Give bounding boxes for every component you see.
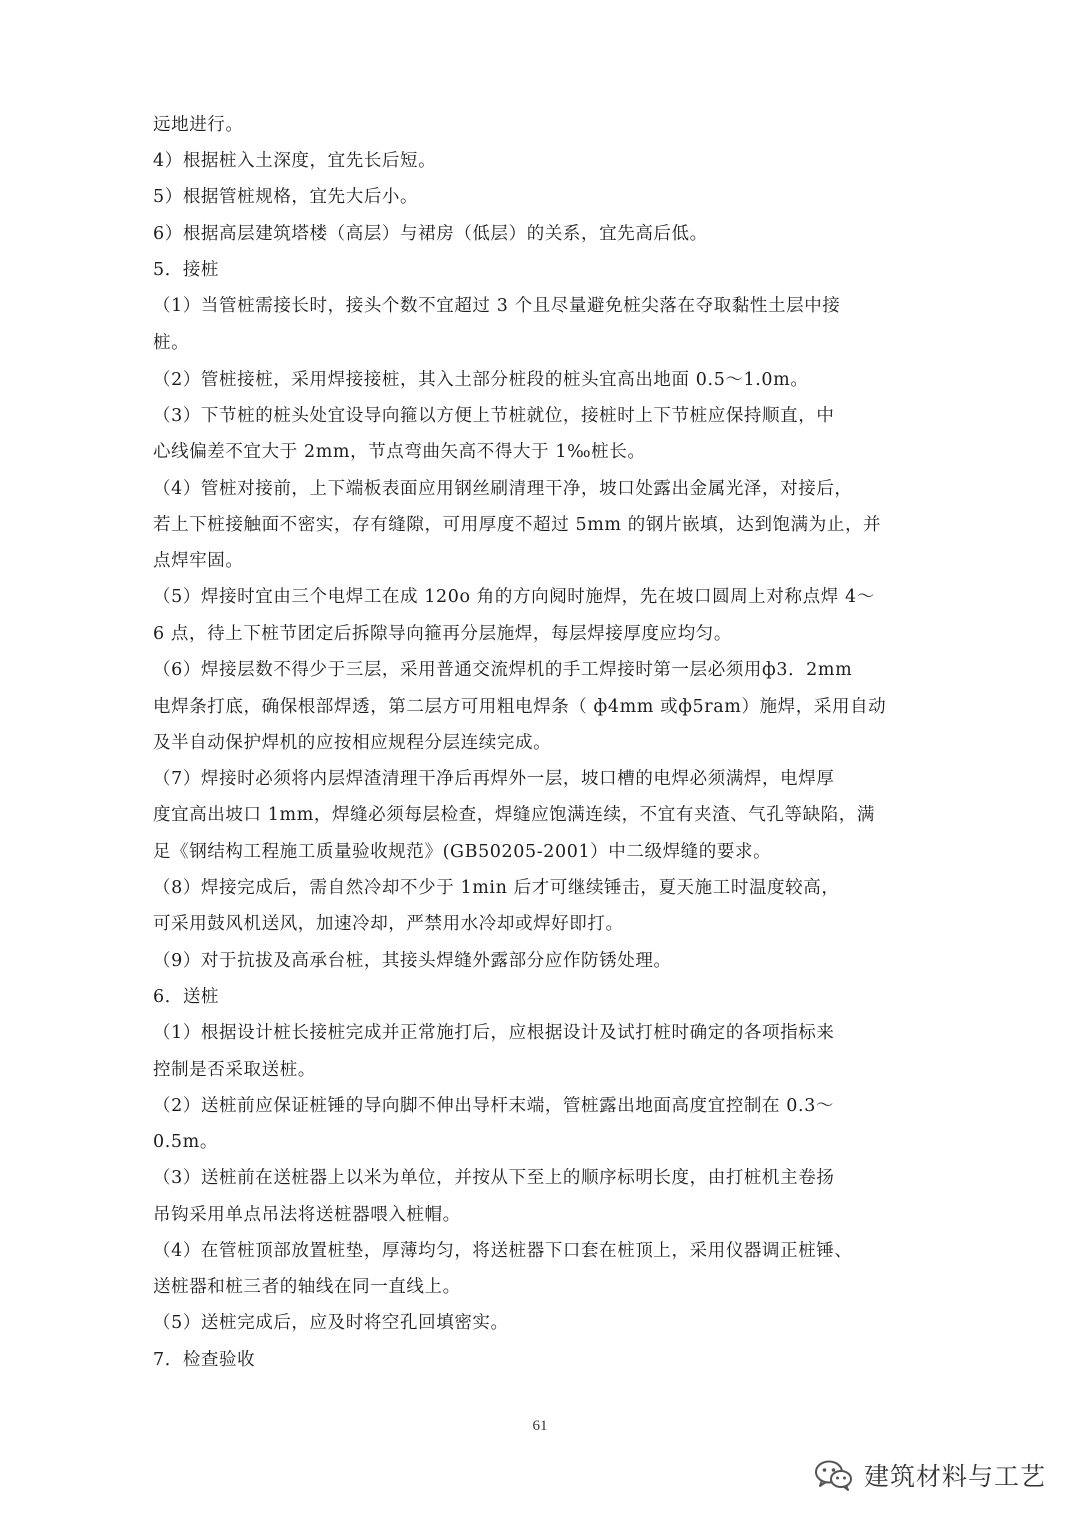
text-line: 足《钢结构工程施工质量验收规范》(GB50205-2001）中二级焊缝的要求。 [153, 842, 772, 862]
text-line: （5）焊接时宜由三个电焊工在成 120o 角的方向阋时施焊，先在坡口圆周上对称点焊 4～ [153, 587, 875, 607]
text-line: （2）管桩接桩，采用焊接接桩，其入土部分桩段的桩头宜高出地面 0.5～1.0m。 [153, 370, 809, 390]
text-line: 送桩器和桩三者的轴线在同一直线上。 [153, 1277, 461, 1297]
text-line: （9）对于抗拔及高承台桩，其接头焊缝外露部分应作防锈处理。 [153, 951, 672, 971]
section-heading: 6．送桩 [153, 987, 220, 1007]
text-line: （7）焊接时必须将内层焊渣清理干净后再焊外一层，坡口槽的电焊必须满焊，电焊厚 [153, 769, 835, 789]
wechat-icon [814, 1459, 854, 1491]
text-line: 远地进行。 [153, 115, 244, 135]
text-line: 点焊牢固。 [153, 551, 244, 571]
text-line: （3）下节桩的桩头处宜设导向箍以方便上节桩就位，接桩时上下节桩应保持顺直，中 [153, 406, 835, 426]
section-heading: 5．接桩 [153, 260, 220, 280]
text-line: 电焊条打底，确保根部焊透，第二层方可用粗电焊条（ ф4mm 或ф5ram）施焊，采用自动 [153, 697, 887, 717]
text-line: 控制是否采取送桩。 [153, 1060, 316, 1080]
text-line: 心线偏差不宜大于 2mm，节点弯曲矢高不得大于 1‰桩长。 [153, 442, 646, 462]
text-line: 4）根据桩入土深度，宜先长后短。 [153, 151, 437, 171]
text-line: 吊钩采用单点吊法将送桩器喂入桩帽。 [153, 1205, 461, 1225]
text-line: 若上下桩接触面不密实，存有缝隙，可用厚度不超过 5mm 的钢片嵌填，达到饱满为止，并 [153, 515, 882, 535]
text-line: （2）送桩前应保证桩锤的导向脚不伸出导杆末端，管桩露出地面高度宜控制在 0.3～ [153, 1096, 835, 1116]
text-line: （8）焊接完成后，需自然冷却不少于 1min 后才可继续锤击，夏天施工时温度较高， [153, 878, 840, 898]
text-line: 可采用鼓风机送风，加速冷却，严禁用水冷却或焊好即打。 [153, 914, 624, 934]
text-line: （4）管桩对接前，上下端板表面应用钢丝刷清理干净，坡口处露出金属光泽，对接后， [153, 479, 853, 499]
text-line: 度宜高出坡口 1mm，焊缝必须每层检查，焊缝应饱满连续，不宜有夹渣、气孔等缺陷，满 [153, 805, 875, 825]
text-line: 6 点，待上下桩节团定后拆隙导向箍再分层施焊，每层焊接厚度应均匀。 [153, 624, 732, 644]
text-line: （6）焊接层数不得少于三层，采用普通交流焊机的手工焊接时第一层必须用ф3．2mm [153, 660, 853, 680]
page-number: 61 [532, 1418, 548, 1434]
text-line: 及半自动保护焊机的应按相应规程分层连续完成。 [153, 733, 552, 753]
text-line: （3）送桩前在送桩器上以米为单位，并按从下至上的顺序标明长度，由打桩机主卷扬 [153, 1168, 835, 1188]
watermark-text: 建筑材料与工艺 [863, 1462, 1046, 1491]
watermark [814, 1455, 1046, 1495]
section-heading: 7．检查验收 [153, 1350, 256, 1370]
text-line: （1）当管桩需接长时，接头个数不宜超过 3 个且尽量避免桩尖落在夺取黏性土层中接 [153, 296, 841, 316]
text-line: （5）送桩完成后，应及时将空孔回填密实。 [153, 1313, 509, 1333]
text-line: 6）根据高层建筑塔楼（高层）与裙房（低层）的关系，宜先高后低。 [153, 224, 708, 244]
text-line: 5）根据管桩规格，宜先大后小。 [153, 187, 419, 207]
text-line: （4）在管桩顶部放置桩垫，厚薄均匀，将送桩器下口套在桩顶上，采用仪器调正桩锤、 [153, 1241, 853, 1261]
text-line: 0.5m。 [153, 1132, 218, 1152]
text-line: 桩。 [153, 333, 190, 353]
text-line: （1）根据设计桩长接桩完成并正常施打后，应根据设计及试打桩时确定的各项指标来 [153, 1023, 835, 1043]
